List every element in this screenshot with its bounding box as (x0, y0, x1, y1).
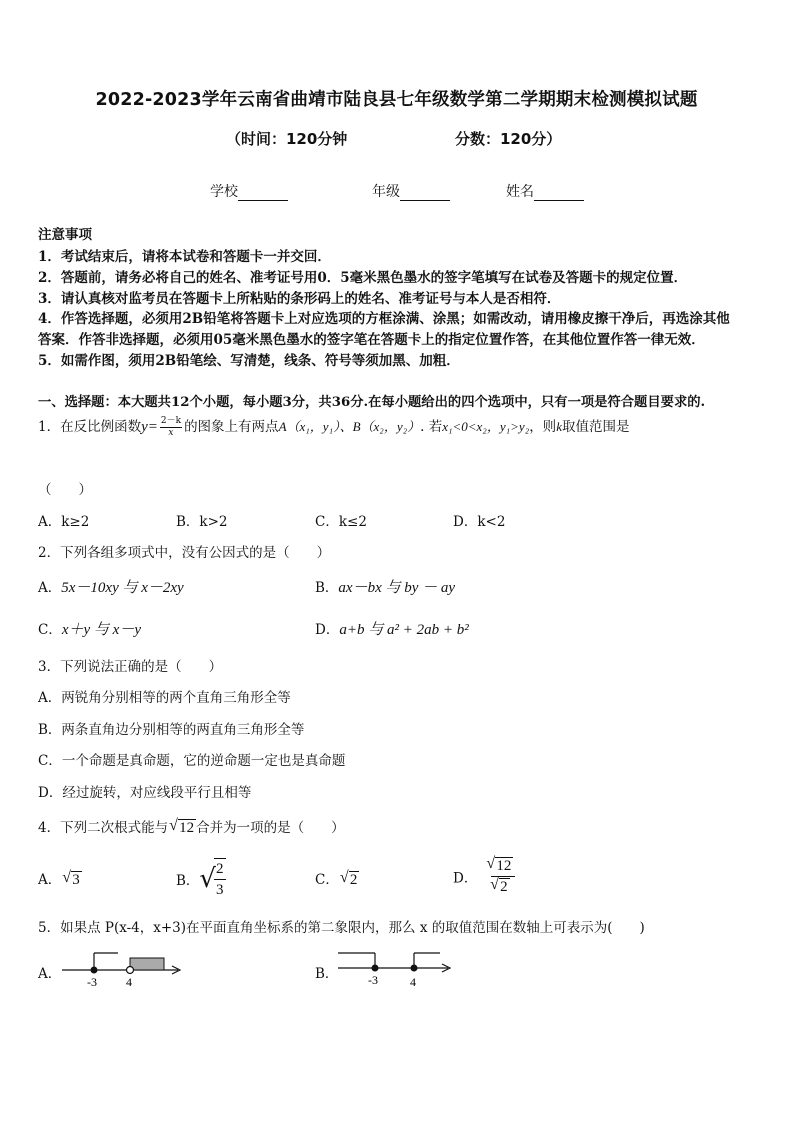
q4-a-sqrt: √ 3 (71, 871, 82, 888)
q1-func: y= (141, 419, 158, 435)
q3-option-d: D．经过旋转，对应线段平行且相等 (38, 785, 252, 801)
q4-d-den: √ 2 (499, 878, 510, 895)
q1-cond-pre: . 若 (420, 419, 443, 435)
q1-frac-num: 2－k (160, 416, 182, 426)
solid-dot-left (372, 965, 379, 972)
q4-stem-pre: 4．下列二次根式能与 (38, 820, 169, 836)
hollow-dot (127, 967, 134, 974)
q1-tail: 取值范围是 (561, 419, 630, 435)
notes-heading: 注意事项 (38, 227, 92, 243)
q4-option-a (38, 868, 82, 888)
q1-post: 的图象上有两点 (184, 419, 279, 435)
q4-b-num: 2 (214, 859, 226, 880)
q5-a-label: A． (38, 966, 62, 982)
school-label: 学校 (210, 184, 238, 200)
page-title: 2022-2023学年云南省曲靖市陆良县七年级数学第二学期期末检测模拟试题 (95, 90, 698, 110)
question-3-stem: 3．下列说法正确的是（ ） (38, 659, 223, 675)
tick-label-right: 4 (126, 975, 132, 989)
q2-option-d (315, 618, 469, 639)
q1-option-a: A．k≥2 (38, 514, 90, 530)
question-2-stem: 2．下列各组多项式中，没有公因式的是（ ） (38, 545, 331, 561)
q4-d-label: D． (453, 870, 478, 887)
note-item: 5．如需作图，须用2B铅笔绘、写清楚，线条、符号等须加黑、加粗． (38, 353, 460, 369)
q4-d-num-wrap (491, 856, 515, 877)
q1-points: A（x₁，y₁）、B（x₂，y₂） (278, 419, 421, 434)
score-label: 分数：120分） (455, 130, 562, 148)
q2-c-label: C． (38, 622, 62, 638)
question-1-stem (38, 415, 629, 439)
q1-k: k (556, 419, 562, 434)
note-item: 答案．作答非选择题，必须用05毫米黑色墨水的签字笔在答题卡上的指定位置作答，在其他位置作答一律无效． (38, 332, 705, 348)
shaded-region (130, 958, 164, 970)
name-blank (534, 186, 584, 201)
name-field (506, 181, 584, 201)
q4-option-d (453, 856, 515, 897)
question-5-stem: 5．如果点 P(x-4，x+3)在平面直角坐标系的第二象限内，那么 x 的取值范围在数轴上可表示为( ) (38, 920, 645, 936)
school-field (210, 181, 288, 201)
tick-label-left: -3 (368, 973, 378, 987)
solid-dot (91, 967, 98, 974)
q2-option-b (315, 576, 455, 597)
q4-b-den: 3 (216, 882, 224, 898)
grade-field (372, 181, 450, 201)
q3-option-c: C．一个命题是真命题，它的逆命题一定也是真命题 (38, 753, 346, 769)
note-item: 4．作答选择题，必须用2B铅笔将答题卡上对应选项的方框涂满、涂黑；如需改动，请用橡皮擦干净后，再选涂其他 (38, 311, 730, 327)
q4-b-label: B． (176, 873, 200, 889)
q2-a-expr: 5x－10xy 与 x－2xy (61, 580, 184, 596)
q2-a-label: A． (38, 580, 62, 596)
q4-d-den-wrap (491, 877, 515, 897)
q5-b-label: B． (315, 966, 339, 982)
q1-option-d: D．k<2 (453, 514, 506, 530)
q4-c-label: C． (315, 872, 339, 888)
q4-a-label: A． (38, 872, 62, 888)
question-4-stem (38, 816, 345, 836)
q3-option-b: B．两条直角边分别相等的两直角三角形全等 (38, 722, 305, 738)
q5-option-b-numberline (336, 948, 456, 990)
q1-pre: 1．在反比例函数 (38, 419, 142, 435)
q1-cond-post: ，则 (529, 419, 557, 435)
q1-option-c: C．k≤2 (315, 514, 367, 530)
q2-d-label: D． (315, 622, 340, 638)
q4-c-sqrt: √ 2 (349, 871, 360, 888)
grade-blank (400, 186, 450, 201)
q4-b-radical-icon: √ (199, 864, 216, 894)
note-item: 1．考试结束后，请将本试卷和答题卡一并交回． (38, 249, 331, 265)
q2-c-expr: x＋y 与 x－y (61, 622, 141, 638)
q2-b-expr: ax－bx 与 by － ay (338, 580, 456, 596)
grade-label: 年级 (372, 184, 400, 200)
q2-b-label: B． (315, 580, 339, 596)
q4-d-fraction (491, 856, 515, 897)
q5-option-a-numberline (60, 948, 190, 990)
q1-fraction (160, 416, 182, 439)
q4-d-num: √ 12 (495, 857, 513, 874)
time-label: （时间：120分钟 (226, 130, 348, 148)
q4-stem-post: 合并为一项的是（ ） (196, 820, 345, 836)
q2-option-a (38, 576, 184, 597)
q2-d-expr: a+b 与 a² + 2ab + b² (339, 622, 469, 638)
q2-option-c (38, 618, 141, 639)
q1-paren: （ ） (38, 482, 92, 498)
q1-option-b: B．k>2 (176, 514, 228, 530)
tick-label-right: 4 (410, 975, 416, 989)
section-heading: 一、选择题：本大题共12个小题，每小题3分，共36分.在每小题给出的四个选项中，只有一项是符合题目要求的. (38, 395, 706, 410)
q4-option-c (315, 868, 359, 888)
q3-option-a: A．两锐角分别相等的两个直角三角形全等 (38, 690, 291, 706)
q1-frac-den: x (168, 428, 174, 438)
solid-dot-right (411, 965, 418, 972)
name-label: 姓名 (506, 184, 534, 200)
q4-sqrt-12: √ 12 (178, 819, 196, 836)
q4-b-fraction (214, 858, 226, 900)
note-item: 3．请认真核对监考员在答题卡上所粘贴的条形码上的姓名、准考证号与本人是否相符． (38, 291, 561, 307)
q1-cond: x₁<0<x₂，y₁>y₂ (442, 419, 530, 434)
q4-option-b (176, 858, 226, 900)
school-blank (238, 186, 288, 201)
note-item: 2．答题前，请务必将自己的姓名、准考证号用0．5毫米黑色墨水的签字笔填写在试卷及答题卡的规定位置． (38, 270, 688, 286)
tick-label-left: -3 (87, 975, 97, 989)
